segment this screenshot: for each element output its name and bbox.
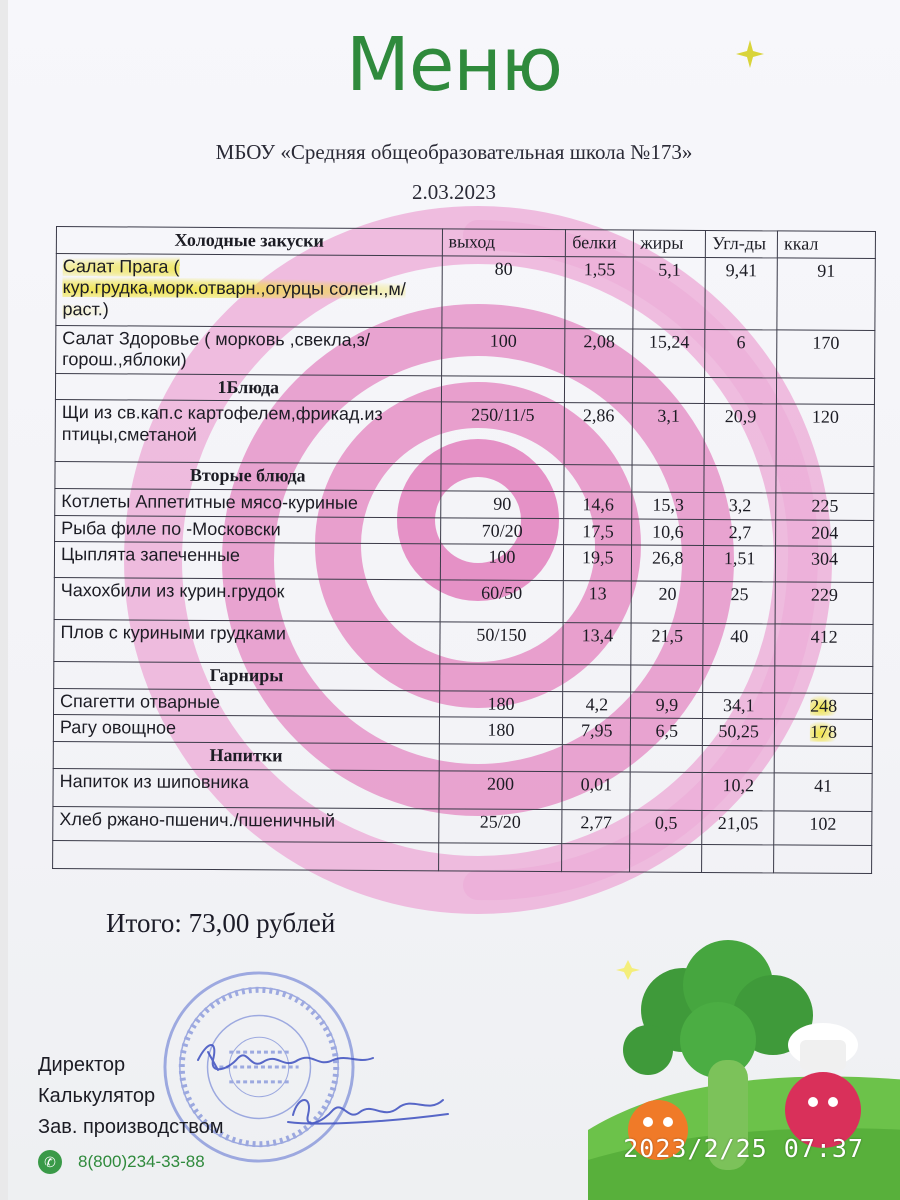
header-protein: белки bbox=[566, 230, 634, 257]
dish-carbs: 50,25 bbox=[703, 719, 775, 746]
header-output: выход bbox=[442, 229, 566, 256]
dish-kcal: 102 bbox=[774, 810, 872, 845]
header-carbs: Угл-ды bbox=[706, 230, 778, 257]
sparkle-icon bbox=[736, 40, 764, 68]
dish-kcal: 412 bbox=[775, 624, 873, 667]
dish-kcal: 41 bbox=[774, 772, 872, 811]
menu-table bbox=[52, 226, 876, 874]
dish-fat: 9,9 bbox=[631, 692, 703, 719]
dish-fat: 21,5 bbox=[631, 623, 703, 665]
dish-carbs: 10,2 bbox=[702, 772, 774, 810]
dish-name: Чахохбили из курин.грудок bbox=[54, 578, 440, 622]
kcal-highlighted: 178 bbox=[809, 721, 838, 743]
dish-output: 80 bbox=[441, 255, 565, 328]
school-name: МБОУ «Средняя общеобразовательная школа №173» bbox=[215, 140, 693, 164]
dish-output: 180 bbox=[439, 691, 563, 718]
dish-protein: 2,86 bbox=[564, 403, 632, 465]
dish-fat: 26,8 bbox=[632, 545, 704, 581]
dish-fat: 6,5 bbox=[631, 718, 703, 745]
dish-fat: 20 bbox=[631, 581, 703, 623]
header-cold-snacks: Холодные закуски bbox=[56, 227, 442, 256]
dish-fat: 10,6 bbox=[632, 519, 704, 546]
dish-kcal: 304 bbox=[776, 546, 874, 583]
dish-kcal: 229 bbox=[775, 582, 873, 625]
menu-date: 2.03.2023 bbox=[412, 180, 496, 204]
dish-output: 100 bbox=[440, 544, 564, 581]
handwritten-signatures bbox=[188, 1030, 468, 1140]
dish-name: Салат Здоровье ( морковь ,свекла,з/горош.,яблоки) bbox=[56, 325, 442, 376]
dish-carbs: 2,7 bbox=[704, 519, 776, 546]
table-row bbox=[55, 400, 874, 467]
dish-kcal: 170 bbox=[777, 330, 875, 379]
section-main-courses: Вторые блюда bbox=[55, 462, 441, 491]
dish-name: Рагу овощное bbox=[53, 715, 439, 744]
dish-protein: 17,5 bbox=[564, 518, 632, 545]
dish-output: 60/50 bbox=[440, 580, 564, 623]
dish-carbs: 3,2 bbox=[704, 492, 776, 519]
dish-name-text: Салат Прага ( кур.грудка,морк.отварн.,огурцы солен.,м/раст.) bbox=[62, 255, 406, 320]
dish-output: 100 bbox=[441, 327, 565, 376]
dish-protein: 13,4 bbox=[563, 623, 631, 665]
dish-kcal bbox=[775, 693, 873, 720]
dish-kcal bbox=[775, 719, 873, 746]
dish-kcal: 120 bbox=[776, 404, 874, 467]
dish-output: 25/20 bbox=[438, 808, 562, 843]
dish-kcal: 225 bbox=[776, 493, 874, 520]
production-manager-label: Зав. производством bbox=[38, 1116, 224, 1138]
dish-carbs: 9,41 bbox=[705, 257, 777, 329]
total-price: Итого: 73,00 рублей bbox=[106, 908, 336, 938]
dish-protein: 7,95 bbox=[563, 718, 631, 745]
dish-kcal: 91 bbox=[777, 258, 875, 331]
dish-fat bbox=[630, 772, 702, 810]
section-drinks: Напитки bbox=[53, 741, 439, 770]
dish-output: 90 bbox=[440, 491, 564, 518]
dish-protein: 0,01 bbox=[562, 771, 630, 809]
dish-name: Хлеб ржано-пшенич./пшеничный bbox=[53, 806, 439, 842]
dish-output: 70/20 bbox=[440, 517, 564, 544]
phone-icon: ✆ bbox=[38, 1150, 62, 1174]
dish-protein: 2,08 bbox=[565, 328, 633, 377]
dish-carbs: 34,1 bbox=[703, 692, 775, 719]
dish-name: Котлеты Аппетитные мясо-куриные bbox=[55, 488, 441, 517]
dish-carbs: 1,51 bbox=[704, 546, 776, 582]
dish-carbs: 20,9 bbox=[704, 404, 776, 466]
dish-name: Спагетти отварные bbox=[54, 688, 440, 717]
section-side-dishes: Гарниры bbox=[54, 662, 440, 691]
kcal-highlighted: 248 bbox=[810, 695, 838, 716]
page-title: Меню bbox=[345, 22, 563, 108]
dish-carbs: 21,05 bbox=[702, 810, 774, 844]
dish-fat: 15,3 bbox=[632, 492, 704, 519]
contact-phone bbox=[38, 1150, 205, 1174]
dish-output: 200 bbox=[439, 770, 563, 809]
photo-timestamp: 2023/2/25 07:37 bbox=[623, 1134, 864, 1163]
dish-name: Рыба филе по -Московски bbox=[55, 515, 441, 544]
dish-fat: 15,24 bbox=[633, 329, 705, 378]
dish-fat: 3,1 bbox=[632, 403, 704, 465]
table-row bbox=[56, 325, 875, 378]
calculator-label: Калькулятор bbox=[38, 1085, 156, 1107]
dish-name: Цыплята запеченные bbox=[54, 542, 440, 580]
dish-name: Напиток из шиповника bbox=[53, 768, 439, 808]
dish-output: 50/150 bbox=[439, 622, 563, 665]
header-kcal: ккал bbox=[778, 231, 876, 258]
table-row bbox=[56, 253, 875, 330]
dish-protein: 14,6 bbox=[564, 492, 632, 519]
dish-name bbox=[56, 253, 442, 327]
table-row bbox=[53, 768, 872, 811]
dish-kcal: 204 bbox=[776, 519, 874, 546]
dish-output: 180 bbox=[439, 717, 563, 744]
table-row bbox=[54, 578, 873, 625]
dish-protein: 2,77 bbox=[562, 809, 630, 843]
dish-name: Плов с куриными грудками bbox=[54, 620, 440, 664]
director-label: Директор bbox=[38, 1054, 126, 1076]
dish-carbs: 40 bbox=[703, 624, 775, 666]
phone-number: 8(800)234-33-88 bbox=[78, 1152, 205, 1171]
dish-fat: 5,1 bbox=[633, 257, 705, 329]
dish-carbs: 6 bbox=[705, 329, 777, 378]
menu-sheet bbox=[8, 0, 900, 1200]
section-first-courses: 1Блюда bbox=[55, 373, 441, 402]
dish-output: 250/11/5 bbox=[441, 402, 565, 465]
table-row bbox=[54, 620, 873, 667]
dish-protein: 19,5 bbox=[564, 545, 632, 581]
dish-carbs: 25 bbox=[703, 582, 775, 624]
table-row-empty bbox=[53, 840, 872, 873]
dish-protein: 13 bbox=[563, 581, 631, 623]
table-row bbox=[54, 542, 873, 583]
header-fat: жиры bbox=[634, 230, 706, 257]
dish-protein: 4,2 bbox=[563, 691, 631, 718]
dish-fat: 0,5 bbox=[630, 810, 702, 844]
dish-name: Щи из св.кап.с картофелем,фрикад.из птицы,сметаной bbox=[55, 400, 441, 464]
table-row bbox=[53, 806, 872, 845]
dish-protein: 1,55 bbox=[565, 256, 633, 328]
